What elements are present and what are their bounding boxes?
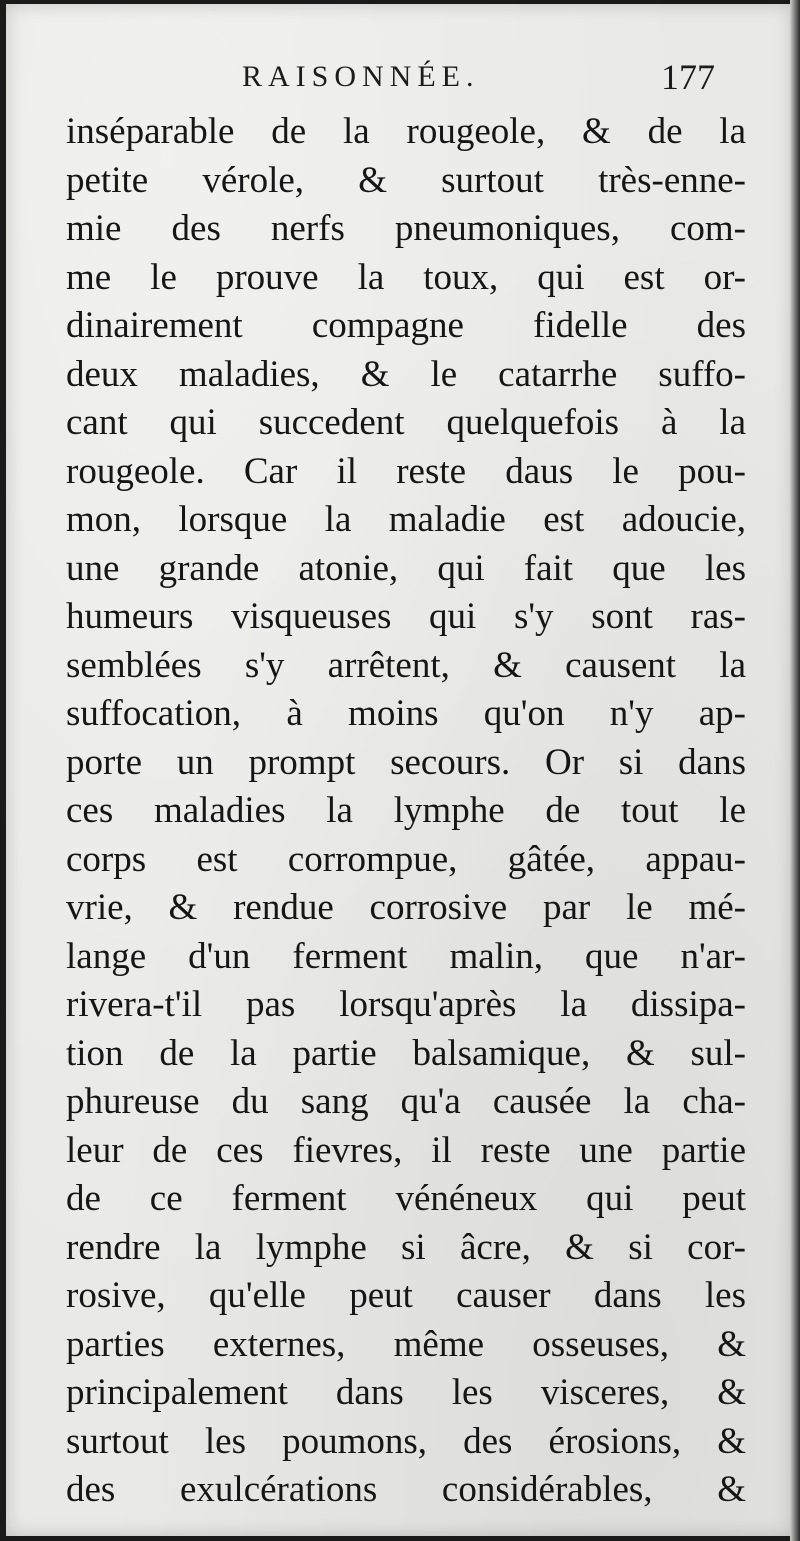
text-line: vrie, & rendue corrosive par le mé-: [66, 887, 746, 928]
text-line: surtout les poumons, des érosions, &: [66, 1420, 746, 1462]
text-line: parties externes, même osseuses, &: [66, 1323, 746, 1365]
text-line: de ce ferment vénéneux qui peut: [66, 1178, 746, 1219]
text-line: des exulcérations considérables, &: [66, 1469, 746, 1510]
text-line: lange d'un ferment malin, que n'ar-: [66, 935, 746, 977]
text-line: leur de ces fievres, il reste une partie: [66, 1129, 746, 1171]
text-line: principalement dans les visceres, &: [66, 1372, 746, 1413]
text-line: suffocation, à moins qu'on n'y ap-: [66, 693, 746, 734]
text-line: corps est corrompue, gâtée, appau-: [66, 838, 746, 880]
text-line: phureuse du sang qu'a causée la cha-: [66, 1081, 746, 1122]
page-number: 177: [661, 57, 715, 97]
text-line: porte un prompt secours. Or si dans: [66, 741, 746, 783]
book-page: [6, 4, 792, 1536]
text-line: inséparable de la rougeole, & de la: [66, 111, 746, 152]
text-line: ces maladies la lymphe de tout le: [66, 790, 746, 831]
text-line: rendre la lymphe si âcre, & si cor-: [66, 1226, 746, 1268]
text-line: mie des nerfs pneumoniques, com-: [66, 208, 746, 249]
text-line: rivera-t'il pas lorsqu'après la dissipa-: [66, 984, 746, 1025]
text-line: cant qui succedent quelquefois à la: [66, 402, 746, 443]
text-line: deux maladies, & le catarrhe suffo-: [66, 353, 746, 395]
text-line: petite vérole, & surtout très-enne-: [66, 159, 746, 201]
running-head: RAISONNÉE.: [242, 60, 480, 93]
text-line: dinairement compagne fidelle des: [66, 305, 746, 346]
page-edge-shadow: [790, 0, 800, 1541]
text-line: tion de la partie balsamique, & sul-: [66, 1032, 746, 1074]
text-line: mon, lorsque la maladie est adoucie,: [66, 499, 746, 540]
text-line: rosive, qu'elle peut causer dans les: [66, 1275, 746, 1316]
text-line: humeurs visqueuses qui s'y sont ras-: [66, 596, 746, 637]
body-text: [66, 108, 746, 1515]
text-line: semblées s'y arrêtent, & causent la: [66, 644, 746, 686]
text-line: me le prouve la toux, qui est or-: [66, 256, 746, 298]
text-line: rougeole. Car il reste daus le pou-: [66, 450, 746, 492]
text-line: une grande atonie, qui fait que les: [66, 547, 746, 589]
